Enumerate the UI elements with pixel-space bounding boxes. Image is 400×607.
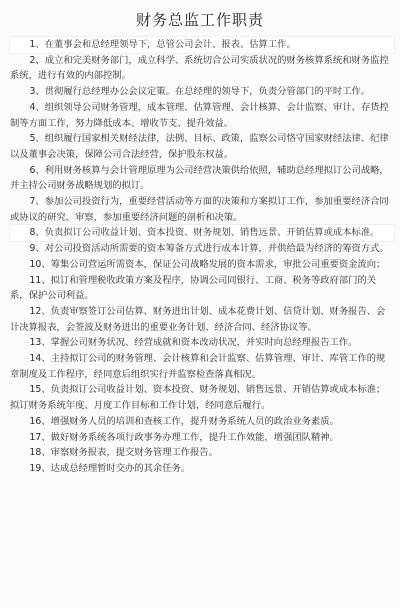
duty-item-11: 11、拟订和管理税收政策方案及程序，协调公司同银行、工商、税务等政府部门的关系，保护公司利益。 <box>10 274 377 302</box>
duty-item-2: 2、成立和完美财务部门，成立科学、系统切合公司实质状况的财务核算系统和财务监控系统，进行有效的内部控制。 <box>10 54 389 82</box>
duty-item-4: 4、组织领导公司财务管理，成本管理、估算管理、会计核算、会计监察、审计、存货控制等方面工作，努力降低成本、增收节支、提升效益。 <box>10 101 389 129</box>
duty-list <box>10 37 394 477</box>
duty-item-13: 13、掌握公司财务状况、经营成就和资本改动状况，并实时向总经理报告工作。 <box>29 337 358 349</box>
duty-item-8: 8、负责拟订公司收益计划、资本投资、财务规划、销售远景、开销估算或成本标准。 <box>10 225 394 241</box>
duty-item-6: 6、利用财务核算与会计管理原理为公司经营决策供给依照，辅助总经理拟订公司战略，并主持公司财务战略规划的拟订。 <box>10 164 389 192</box>
duty-item-7: 7、参加公司投资行为，重要经营活动等方面的决策和方案拟订工作，参加重要经济合同或协议的研究、审察，参加重要经济问题的剖析和决策。 <box>10 196 389 223</box>
duty-item-18: 18、审察财务报表，提交财务管理工作报告。 <box>29 447 218 459</box>
duty-item-12: 12、负责审察签订公司估算、财务进出计划、成本花费计划、信贷计划、财务报告、会计决算报表，会签波及财务进出的重要业务计划、经济合同、经济协议等。 <box>10 305 386 333</box>
duty-item-15: 15、负责拟订公司收益计划、资本投资、财务规划、销售远景、开销估算或成本标准；拟订财务系统年度、月度工作目标和工作计划，经同意后履行。 <box>10 384 386 412</box>
document-title: 财务总监工作职责 <box>135 11 264 29</box>
duty-item-19: 19、达成总经理暂时交办的其余任务。 <box>29 462 191 474</box>
duty-item-17: 17、做好财务系统各项行政事务办理工作，提升工作效能，增强团队精神。 <box>29 431 339 443</box>
duty-item-5: 5、组织履行国家相关财经法律，法例、目标、政策，监察公司恪守国家财经法律、纪律以及董事会决策，保障公司合法经营，保护股东权益。 <box>10 133 389 160</box>
duty-item-16: 16、增强财务人员的培训和查核工作，提升财务系统人员的政治业务素质。 <box>29 415 339 427</box>
duty-item-14: 14、主持拟订公司的财务管理、会计核算和会计监察、估算管理、审计、库管工作的规章制度及工作程序，经同意后组织实行并监察检查落真相况。 <box>10 353 386 380</box>
duty-item-1: 1、在董事会和总经理领导下，总管公司会计、报表、估算工作。 <box>10 37 394 53</box>
duty-item-9: 9、对公司投资活动所需要的资本筹备方式进行成本计算，并供给最为经济的筹资方式。 <box>29 243 389 255</box>
duty-item-10: 10、筹集公司营运所需资本，保证公司战略发展的资本需求，审批公司重要资金流向； <box>29 258 386 270</box>
duty-item-3: 3、贯彻履行总经理办公会议定策。在总经理的领导下，负责分管部门的平时工作。 <box>29 86 371 98</box>
